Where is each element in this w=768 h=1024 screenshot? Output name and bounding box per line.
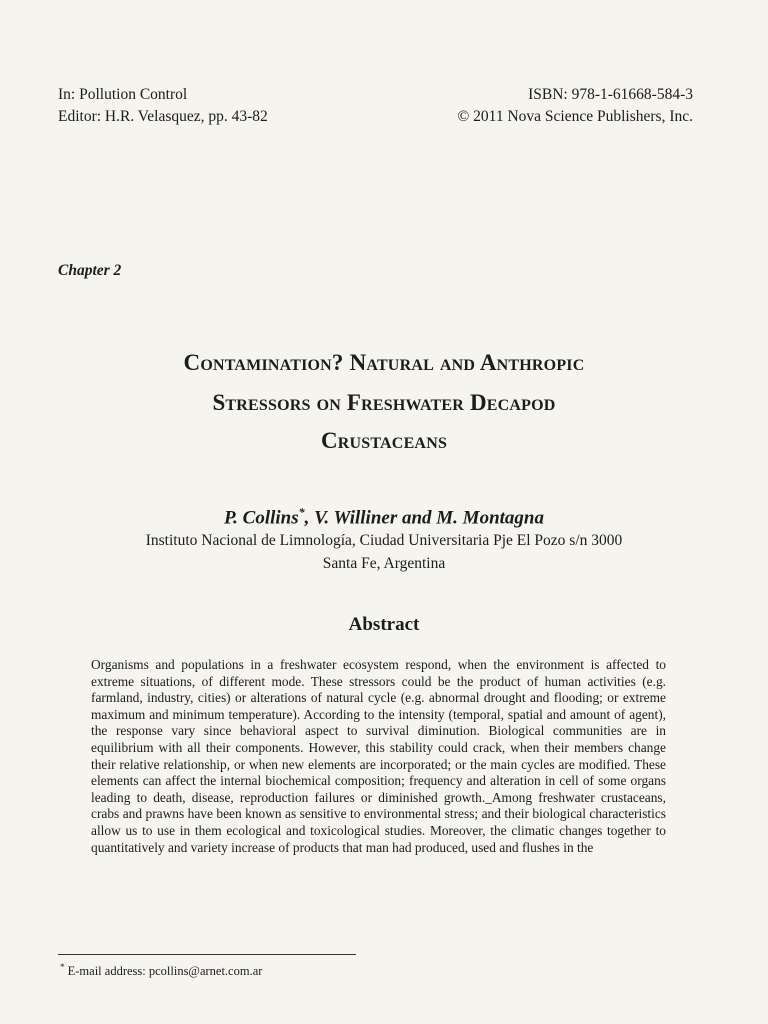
footnote bbox=[60, 962, 262, 979]
footnote-divider bbox=[58, 954, 356, 955]
abstract-heading: Abstract bbox=[348, 614, 420, 635]
footnote-marker: * bbox=[60, 962, 65, 972]
chapter-title-line-3: Crustaceans bbox=[320, 428, 448, 453]
affiliation-line-2: Santa Fe, Argentina bbox=[322, 555, 446, 572]
book-title-line: In: Pollution Control bbox=[58, 86, 188, 103]
editor-line: Editor: H.R. Velasquez, pp. 43-82 bbox=[58, 108, 268, 125]
chapter-label: Chapter 2 bbox=[58, 262, 122, 279]
abstract-body: Organisms and populations in a freshwater ecosystem respond, when the environment is affected to extreme situations, of different mode. These stressors could be the product of human activities (e.g. farmland, industry, cities) or alterations of natural cycle (e.g. abnormal drought and flooding; or extreme maximum and minimum temperature). According to the intensity (temporal, spatial and amount of agent), the response vary since behavioral aspect to survival diminution. Biological communities are in equilibrium with all their components. However, this stability could crack, when their members change their relative relationship, or when new elements are incorporated; or the main cycles are modified. These elements can affect the internal biochemical composition; frequency and alteration in cell of some organs leading to death, disease, reproduction failures or diminished growth._Among freshwater crustaceans, crabs and prawns have been known as sensitive to environmental stress; and their biological characteristics allow us to use in them ecological and toxicological studies. Moreover, the climatic changes together to quantitatively and variety increase of products that man had produced, used and flushes in the bbox=[91, 657, 666, 855]
author-list bbox=[0, 505, 768, 529]
author-footnote-marker: * bbox=[298, 505, 305, 519]
chapter-title-line-1: Contamination? Natural and Anthropic bbox=[183, 350, 585, 375]
author-first: P. Collins bbox=[224, 507, 299, 529]
affiliation-line-1: Instituto Nacional de Limnología, Ciudad Universitaria Pje El Pozo s/n 3000 bbox=[145, 532, 623, 549]
copyright-line: © 2011 Nova Science Publishers, Inc. bbox=[457, 108, 693, 125]
chapter-title-line-2: Stressors on Freshwater Decapod bbox=[212, 390, 556, 415]
footnote-email: E-mail address: pcollins@arnet.com.ar bbox=[64, 964, 263, 979]
isbn-line: ISBN: 978-1-61668-584-3 bbox=[528, 86, 693, 103]
author-rest: , V. Williner and M. Montagna bbox=[304, 507, 544, 529]
